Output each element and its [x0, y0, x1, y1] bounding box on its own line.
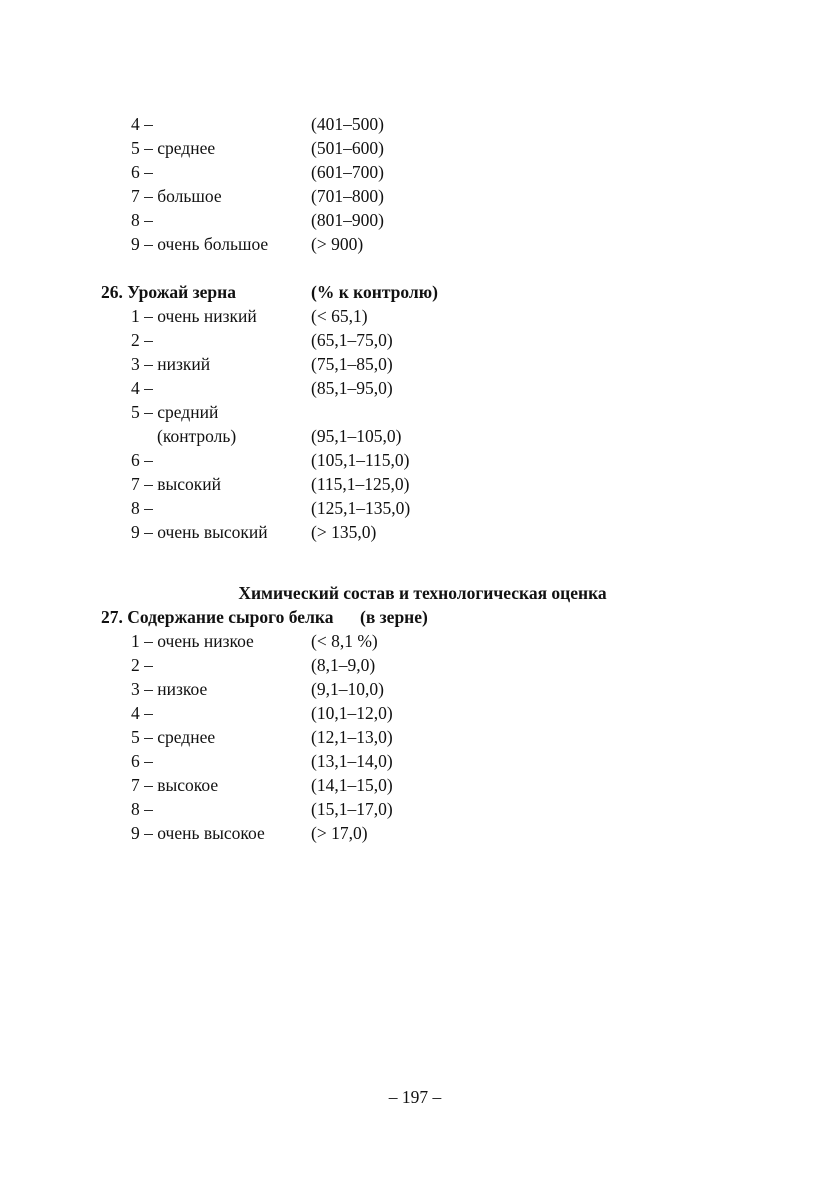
item-range: (> 900): [311, 234, 364, 254]
item-label: 8 –: [131, 210, 153, 230]
item-range: (10,1–12,0): [311, 703, 393, 723]
heading-text: 26. Урожай зерна: [101, 282, 236, 302]
item-label: 9 – очень большое: [131, 234, 269, 254]
item-label: 7 – высокое: [131, 775, 219, 795]
item-range: (13,1–14,0): [311, 751, 393, 771]
item-label: 2 –: [131, 330, 153, 350]
item-label: 7 – большое: [131, 186, 222, 206]
item-label: 9 – очень высокий: [131, 522, 268, 542]
item-range: (801–900): [311, 210, 384, 230]
item-label: 1 – очень низкий: [131, 306, 257, 326]
item-range: (> 135,0): [311, 522, 377, 542]
item-label: 6 –: [131, 450, 153, 470]
item-range: (95,1–105,0): [311, 426, 402, 446]
heading-unit: (% к контролю): [311, 282, 438, 302]
item-range: (115,1–125,0): [311, 474, 410, 494]
item-range: (701–800): [311, 186, 384, 206]
item-range: (601–700): [311, 162, 384, 182]
page-number: – 197 –: [388, 1087, 442, 1107]
item-range: (401–500): [311, 114, 384, 134]
item-label: 9 – очень высокое: [131, 823, 265, 843]
item-range: (9,1–10,0): [311, 679, 384, 699]
heading-text: 27. Содержание сырого белка: [101, 607, 334, 627]
item-range: (75,1–85,0): [311, 354, 393, 374]
item-label: 5 – среднее: [131, 727, 216, 747]
item-range: (125,1–135,0): [311, 498, 411, 518]
item-label: 3 – низкий: [131, 354, 211, 374]
item-range: (85,1–95,0): [311, 378, 393, 398]
item-range: (> 17,0): [311, 823, 368, 843]
item-label: 4 –: [131, 703, 153, 723]
item-label: 5 – среднее: [131, 138, 216, 158]
item-label: 8 –: [131, 799, 153, 819]
item-range: (8,1–9,0): [311, 655, 376, 675]
item-label: 4 –: [131, 378, 153, 398]
item-label: 6 –: [131, 751, 153, 771]
item-label: 3 – низкое: [131, 679, 208, 699]
item-range: (14,1–15,0): [311, 775, 393, 795]
heading-unit: (в зерне): [360, 607, 428, 627]
item-range: (< 65,1): [311, 306, 368, 326]
item-range: (65,1–75,0): [311, 330, 393, 350]
item-label: 1 – очень низкое: [131, 631, 254, 651]
item-label: 8 –: [131, 498, 153, 518]
item-label: 4 –: [131, 114, 153, 134]
item-range: (501–600): [311, 138, 384, 158]
item-label: 6 –: [131, 162, 153, 182]
item-label: 2 –: [131, 655, 153, 675]
item-label: 5 – средний: [131, 402, 219, 422]
item-range: (12,1–13,0): [311, 727, 393, 747]
section-title: Химический состав и технологическая оценка: [238, 583, 607, 603]
item-label: (контроль): [157, 426, 237, 446]
item-range: (< 8,1 %): [311, 631, 378, 651]
item-range: (105,1–115,0): [311, 450, 410, 470]
item-label: 7 – высокий: [131, 474, 222, 494]
item-range: (15,1–17,0): [311, 799, 393, 819]
